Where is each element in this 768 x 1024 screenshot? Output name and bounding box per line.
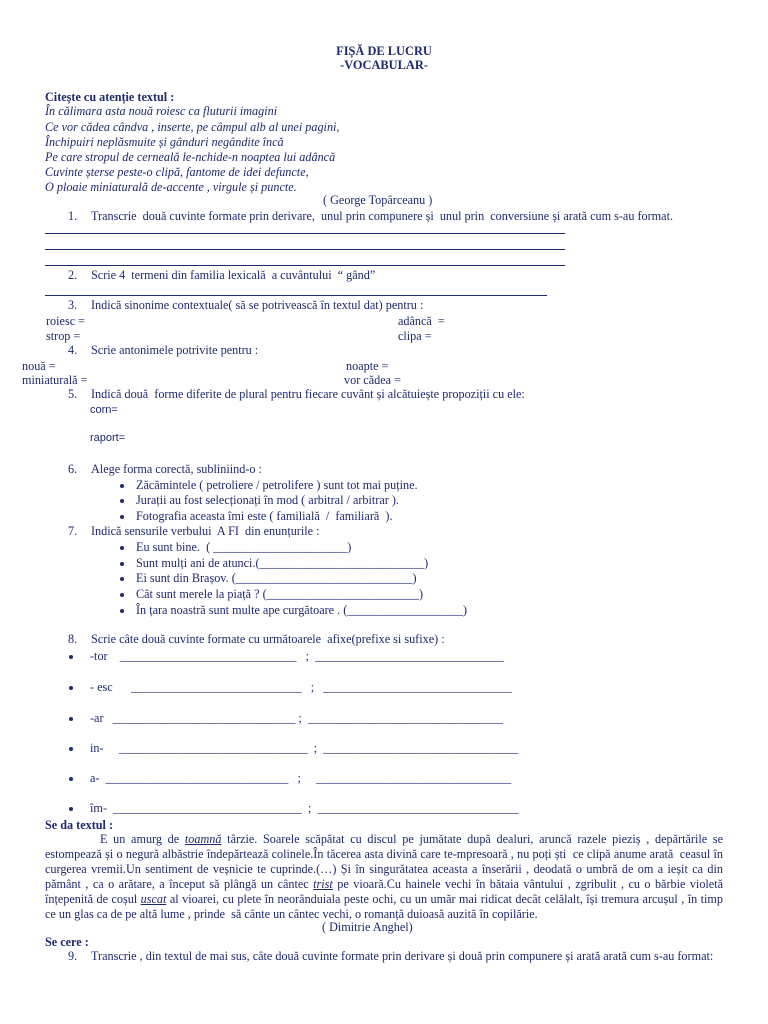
question-number: 4. (68, 343, 78, 357)
bullet-icon (69, 717, 73, 721)
excerpt-text: E un amurg de (100, 832, 185, 846)
affix-item: îm- _______________________________ ; _________________________________ (90, 801, 519, 815)
excerpt-paragraph (45, 832, 727, 922)
question-number: 1. (68, 209, 78, 223)
question-text: Indică două forme diferite de plural pentru fiecare cuvânt și alcătuiește propoziții cu ele: (91, 387, 525, 401)
question-text: Scrie câte două cuvinte formate cu următoarele afixe(prefixe si sufixe) : (91, 632, 445, 646)
bullet-icon (120, 577, 124, 581)
section-label: Se cere : (45, 935, 89, 949)
bullet-icon (120, 515, 124, 519)
bullet-icon (120, 562, 124, 566)
excerpt-highlight: uscat (140, 892, 167, 906)
list-item: Cât sunt merele la piață ? (_________________________) (136, 587, 424, 601)
bullet-icon (69, 655, 73, 659)
excerpt-text: târzie. Soarele scăpătat cu discul pe jumătate după dealuri, aruncă razele pieziș , depărtările se estompează și o negură albăstrie îndepărtează colinele.În tăcerea asta divină care te-mpresoară , nu poți ști ce clipă anume arată ceasul în curgerea vremii.Un sentiment de veșnicie te cuprinde.(…) Și în singurătatea aceasta a înserării , deodată o umbră de om a ieșit ca din pământ , ca o arătare, a început să plângă un cântec (45, 832, 727, 891)
bullet-icon (69, 777, 73, 781)
bullet-icon (120, 609, 124, 613)
plural-prompt: raport= (90, 432, 126, 444)
question-text: Transcrie , din textul de mai sus, câte două cuvinte formate prin derivare și două prin compunere și arată arată cum s-au format: (91, 949, 714, 963)
answer-line (45, 265, 565, 266)
bullet-icon (69, 807, 73, 811)
question-number: 7. (68, 524, 78, 538)
poem-line: Cuvinte șterse peste-o clipă, fantome de idei defuncte, (45, 165, 309, 179)
poem-author: ( George Topârceanu ) (323, 193, 433, 207)
excerpt-author: ( Dimitrie Anghel) (322, 920, 413, 934)
question-number: 3. (68, 298, 78, 312)
question-number: 8. (68, 632, 78, 646)
question-number: 6. (68, 462, 78, 476)
affix-item: in- _______________________________ ; ________________________________ (90, 741, 519, 755)
affix-item: -ar ______________________________ ; ________________________________ (90, 711, 504, 725)
poem-line: Pe care stropul de cerneală le-nchide-n noaptea lui adâncă (45, 150, 336, 164)
question-text: Scrie 4 termeni din familia lexicală a cuvântului “ gând” (91, 268, 376, 282)
list-item: Jurații au fost selecționați în mod ( arbitral / arbitrar ). (136, 493, 399, 507)
poem-line: Ce vor cădea cândva , inserte, pe câmpul alb al unei pagini, (45, 120, 340, 134)
list-item: Sunt mulți ani de atunci.(___________________________) (136, 556, 429, 570)
excerpt-highlight: toamnă (184, 832, 222, 846)
affix-item: -tor _____________________________ ; _______________________________ (90, 649, 505, 663)
worksheet-subtitle: -VOCABULAR- (340, 58, 428, 72)
question-text: Alege forma corectă, subliniind-o : (91, 462, 262, 476)
synonym-prompt: strop = (46, 329, 81, 343)
answer-line (45, 233, 565, 234)
question-number: 9. (68, 949, 78, 963)
bullet-icon (120, 499, 124, 503)
question-number: 5. (68, 387, 78, 401)
question-text: Indică sinonime contextuale( să se potrivească în textul dat) pentru : (91, 298, 424, 312)
poem-line: În călimara asta nouă roiesc ca fluturii imagini (45, 104, 278, 118)
reading-instruction: Citește cu atenție textul : (45, 90, 175, 104)
synonym-prompt: clipa = (398, 329, 432, 343)
synonym-prompt: roiesc = (46, 314, 86, 328)
antonym-prompt: miniaturală = (22, 373, 88, 387)
bullet-icon (120, 484, 124, 488)
poem-line: O ploaie miniaturală de-accente , virgule și puncte. (45, 180, 297, 194)
answer-line (45, 249, 565, 250)
plural-prompt: corn= (90, 404, 118, 416)
antonym-prompt: vor cădea = (344, 373, 401, 387)
worksheet-title: FIȘĂ DE LUCRU (336, 44, 432, 58)
excerpt-highlight: trist (313, 877, 333, 891)
poem-line: Închipuiri neplăsmuite și gânduri negândite încă (45, 135, 284, 149)
answer-line (45, 295, 547, 296)
synonym-prompt: adâncă = (398, 314, 445, 328)
list-item: Zăcămintele ( petroliere / petrolifere ) sunt tot mai puține. (136, 478, 418, 492)
question-text: Indică sensurile verbului A FI din enunțurile : (91, 524, 320, 538)
affix-item: a- ______________________________ ; ________________________________ (90, 771, 512, 785)
question-text: Scrie antonimele potrivite pentru : (91, 343, 259, 357)
question-number: 2. (68, 268, 78, 282)
antonym-prompt: noapte = (346, 359, 389, 373)
affix-item: - esc ____________________________ ; _______________________________ (90, 680, 513, 694)
excerpt-text: al vioarei, cu plete în neorânduiala peste ochi, cu un umăr mai ridicat decât celălalt, își tremura arcușul , în timp ce un glas ca de pe altă lume , prinde să cânte un cântec vechi, o romanță duioasă auzită în copilărie. (45, 892, 727, 921)
list-item: Ei sunt din Brașov. (_____________________________) (136, 571, 417, 585)
section-label: Se da textul : (45, 818, 114, 832)
antonym-prompt: nouă = (22, 359, 56, 373)
list-item: Fotografia aceasta îmi este ( familială / familiară ). (136, 509, 393, 523)
question-text: Transcrie două cuvinte formate prin derivare, unul prin compunere și unul prin conversiune și arată cum s-au format. (91, 209, 674, 223)
bullet-icon (120, 593, 124, 597)
bullet-icon (69, 686, 73, 690)
bullet-icon (69, 747, 73, 751)
list-item: Eu sunt bine. ( ______________________) (136, 540, 352, 554)
excerpt-text: pe vioară.Cu hainele vechi în bătaia vântului , zgribulit , cu o bărbie violetă înțepenită de coșul (45, 877, 727, 906)
bullet-icon (120, 546, 124, 550)
list-item: În țara noastră sunt multe ape curgătoare . (___________________) (136, 603, 468, 617)
